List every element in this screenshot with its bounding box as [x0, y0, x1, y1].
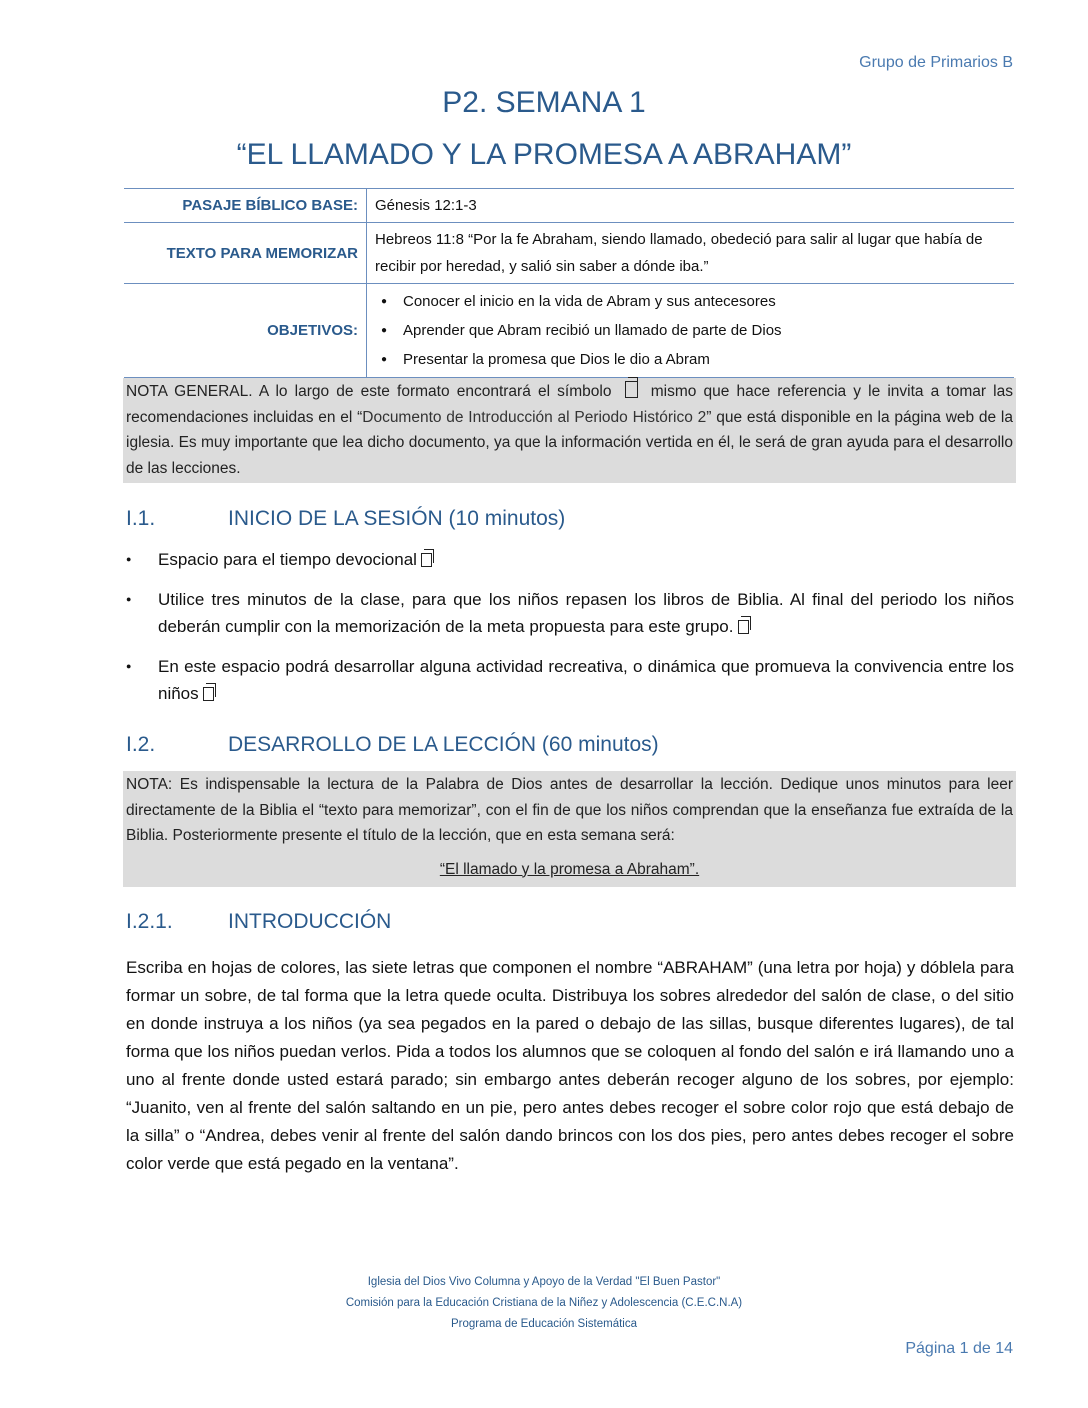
note-text: ” que está disponible en la página web de la iglesia. Es muy importante que lea dicho documento, ya que la información vertida en él, le será de gran ayuda para el desarrollo de las lecciones.	[126, 408, 1013, 477]
group-label: Grupo de Primarios B	[859, 54, 1013, 71]
document-copy-icon	[203, 687, 214, 701]
list-item: ● En este espacio podrá desarrollar alguna actividad recreativa, o dinámica que promueva la convivencia entre los niños	[126, 653, 1014, 707]
section-title: INICIO DE LA SESIÓN (10 minutos)	[228, 507, 566, 530]
lesson-note	[123, 771, 1016, 887]
pasaje-row	[124, 189, 1014, 223]
section-heading	[126, 910, 391, 934]
section-number: I.1.	[126, 507, 156, 530]
footer-commission: Comisión para la Educación Cristiana de la Niñez y Adolescencia (C.E.C.N.A)	[345, 1297, 743, 1309]
list-item: ● Conocer el inicio en la vida de Abram y sus antecesores	[375, 287, 1006, 316]
footer-program: Programa de Educación Sistemática	[450, 1318, 637, 1330]
section-heading	[126, 733, 659, 757]
document-copy-icon	[738, 620, 749, 634]
lesson-title: “EL LLAMADO Y LA PROMESA A ABRAHAM”	[236, 138, 852, 171]
document-copy-icon	[625, 381, 638, 398]
note-text: NOTA: Es indispensable la lectura de la Palabra de Dios antes de desarrollar la lección. Dedique unos minutos para leer directamente de la Biblia el “texto para memorizar”, con el fin de que los niños comprendan que la enseñanza fue extraída de la Biblia. Posteriormente presente el título de la lección, que en esta semana será:	[126, 776, 1013, 844]
section-heading	[126, 507, 565, 531]
texto-label: TEXTO PARA MEMORIZAR	[124, 223, 367, 284]
page-title: P2. SEMANA 1	[442, 86, 646, 119]
section-title: INTRODUCCIÓN	[228, 910, 392, 933]
list-item: ● Presentar la promesa que Dios le dio a Abram	[375, 345, 1006, 374]
objetivos-row	[124, 284, 1014, 378]
pasaje-value: Génesis 12:1-3	[367, 189, 1015, 223]
section-title: DESARROLLO DE LA LECCIÓN (60 minutos)	[228, 733, 659, 756]
page-number: Página 1 de 14	[905, 1340, 1013, 1357]
list-item: ● Utilice tres minutos de la clase, para que los niños repasen los libros de Biblia. Al final del periodo los niños deberán cumplir con la memorización de la meta propuesta para este grupo.	[126, 586, 1014, 640]
document-copy-icon	[421, 553, 432, 567]
section-number: I.2.1.	[126, 910, 173, 933]
intro-document-link[interactable]: Documento de Introducción al Periodo Histórico 2	[362, 408, 707, 426]
list-item: ● Espacio para el tiempo devocional	[126, 546, 1014, 573]
section-number: I.2.	[126, 733, 156, 756]
list-item: ● Aprender que Abram recibió un llamado de parte de Dios	[375, 316, 1006, 345]
objetivos-list	[375, 287, 1006, 374]
lesson-info-table	[124, 188, 1014, 378]
note-text: mismo que hace referencia y le invita a tomar las recomendaciones incluidas en el “	[126, 383, 1013, 426]
general-note	[123, 378, 1016, 483]
pasaje-label: PASAJE BÍBLICO BASE:	[124, 189, 367, 223]
lesson-title-note: “El llamado y la promesa a Abraham”.	[439, 860, 700, 878]
introduction-paragraph: Escriba en hojas de colores, las siete letras que componen el nombre “ABRAHAM” (una letra por hoja) y dóblela para formar un sobre, de tal forma que la letra quede oculta. Distribuya los sobres alrededor del salón de clase, o del sitio en donde instruya a los niños (ya sea pegados en la pared o debajo de las sillas, busque diferentes lugares), de tal forma que los niños puedan verlos. Pida a todos los alumnos que se coloquen al fondo del salón e irá llamando uno a uno al frente donde usted estará parado; sin embargo antes deberán recoger alguno de los sobres, por ejemplo: “Juanito, ven al frente del salón saltando en un pie, pero antes debes recoger el sobre color rojo que está debajo de la silla” o “Andrea, debes venir al frente del salón dando brincos con los dos pies, pero antes debes recoger el sobre color verde que está pegado en la ventana”.	[126, 958, 1014, 1173]
session-start-list	[126, 546, 1014, 720]
texto-row	[124, 223, 1014, 284]
objetivos-label: OBJETIVOS:	[124, 284, 367, 378]
texto-value: Hebreos 11:8 “Por la fe Abraham, siendo llamado, obedeció para salir al lugar que había de recibir por heredad, y salió sin saber a dónde iba.”	[367, 223, 1015, 284]
footer-church: Iglesia del Dios Vivo Columna y Apoyo de la Verdad "El Buen Pastor"	[367, 1276, 721, 1288]
note-text: NOTA GENERAL. A lo largo de este formato encontrará el símbolo	[126, 383, 612, 400]
